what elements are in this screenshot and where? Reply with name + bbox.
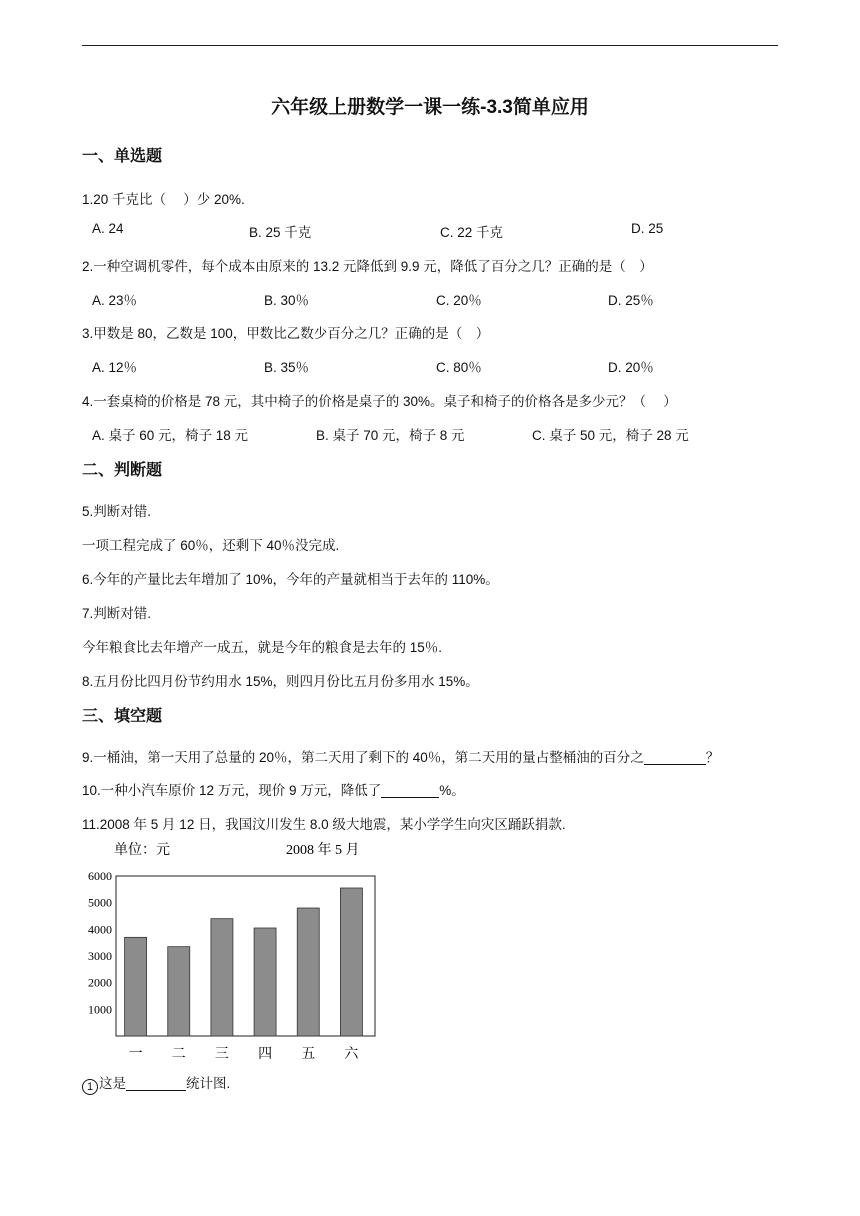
- x-tick-label: 四: [258, 1047, 273, 1062]
- question-9-end: ？: [705, 750, 720, 765]
- chart-date-label: 2008 年 5 月: [286, 843, 360, 858]
- question-11-part-1-end: 统计图.: [186, 1076, 231, 1091]
- circled-number: 1: [82, 1079, 98, 1095]
- question-7: 7.判断对错.: [82, 606, 152, 621]
- section-heading-single-choice: 一、单选题: [82, 148, 163, 165]
- question-10: [82, 779, 465, 799]
- answer-blank: [381, 783, 439, 798]
- question-9: [82, 746, 719, 766]
- q1-option-d: D. 25: [631, 221, 664, 236]
- donation-bar-chart: [78, 836, 398, 1072]
- x-tick-label: 五: [301, 1047, 316, 1062]
- y-tick-label: 4000: [88, 922, 112, 937]
- q3-option-b: B. 35％: [264, 360, 310, 375]
- x-tick-label: 二: [171, 1047, 186, 1062]
- answer-blank: [644, 750, 706, 765]
- chart-bar: [254, 928, 276, 1036]
- chart-bar: [340, 888, 362, 1036]
- question-4: 4.一套桌椅的价格是 78 元，其中椅子的价格是桌子的 30%。桌子和椅子的价格各是多少元？（ ）: [82, 394, 677, 409]
- y-tick-label: 5000: [88, 895, 112, 910]
- question-6: 6.今年的产量比去年增加了 10%，今年的产量就相当于去年的 110%。: [82, 572, 499, 587]
- question-3: 3.甲数是 80，乙数是 100，甲数比乙数少百分之几？正确的是（ ）: [82, 326, 490, 341]
- question-2: 2.一种空调机零件，每个成本由原来的 13.2 元降低到 9.9 元，降低了百分之几？正确的是（ ）: [82, 259, 653, 274]
- q4-option-a: A. 桌子 60 元，椅子 18 元: [92, 428, 249, 443]
- question-5: 5.判断对错.: [82, 504, 152, 519]
- header-rule: [82, 45, 778, 46]
- question-1: 1.20 千克比（ ）少 20%.: [82, 192, 245, 207]
- question-7-statement: 今年粮食比去年增产一成五，就是今年的粮食是去年的 15％.: [82, 640, 443, 655]
- y-tick-label: 6000: [88, 869, 112, 883]
- q2-option-b: B. 30％: [264, 293, 310, 308]
- q1-option-b: B. 25 千克: [249, 225, 312, 240]
- chart-bar: [297, 908, 319, 1036]
- question-10-end: %。: [439, 783, 465, 798]
- q3-option-c: C. 80％: [436, 360, 482, 375]
- x-tick-label: 三: [214, 1047, 229, 1062]
- section-heading-fill-blank: 三、填空题: [82, 708, 163, 725]
- question-5-statement: 一项工程完成了 60％，还剩下 40％没完成.: [82, 538, 340, 553]
- q3-option-a: A. 12％: [92, 360, 138, 375]
- chart-bar: [168, 947, 190, 1036]
- section-heading-true-false: 二、判断题: [82, 462, 163, 479]
- question-9-text: 9.一桶油，第一天用了总量的 20％，第二天用了剩下的 40％，第二天用的量占整桶油的百分之: [82, 750, 644, 765]
- question-11: 11.2008 年 5 月 12 日，我国汶川发生 8.0 级大地震，某小学学生向灾区踊跃捐款.: [82, 817, 566, 832]
- chart-bars: [125, 888, 363, 1036]
- page-title: 六年级上册数学一课一练-3.3简单应用: [271, 97, 589, 118]
- chart-frame: [116, 876, 375, 1036]
- chart-bar: [125, 937, 147, 1036]
- q1-option-a: A. 24: [92, 221, 124, 236]
- x-tick-label: 一: [128, 1047, 143, 1062]
- x-axis-labels: [129, 1046, 360, 1062]
- q1-option-c: C. 22 千克: [440, 225, 504, 240]
- y-tick-label: 2000: [88, 975, 112, 990]
- q2-option-d: D. 25％: [608, 293, 654, 308]
- chart-unit-label: 单位：元: [114, 843, 170, 858]
- answer-blank: [126, 1076, 186, 1091]
- chart-bar: [211, 919, 233, 1036]
- question-10-text: 10.一种小汽车原价 12 万元，现价 9 万元，降低了: [82, 783, 382, 798]
- q3-option-d: D. 20％: [608, 360, 654, 375]
- y-tick-label: 1000: [88, 1002, 112, 1017]
- q2-option-c: C. 20％: [436, 293, 482, 308]
- q4-option-c: C. 桌子 50 元，椅子 28 元: [532, 428, 689, 443]
- question-11-part-1: [82, 1072, 230, 1095]
- y-tick-label: 3000: [88, 949, 112, 963]
- question-8: 8.五月份比四月份节约用水 15%，则四月份比五月份多用水 15%。: [82, 674, 479, 689]
- q4-option-b: B. 桌子 70 元，椅子 8 元: [316, 428, 465, 443]
- x-tick-label: 六: [344, 1047, 359, 1062]
- q2-option-a: A. 23％: [92, 293, 138, 308]
- question-11-part-1-text: 这是: [99, 1076, 126, 1091]
- y-axis-ticks: [88, 869, 112, 1016]
